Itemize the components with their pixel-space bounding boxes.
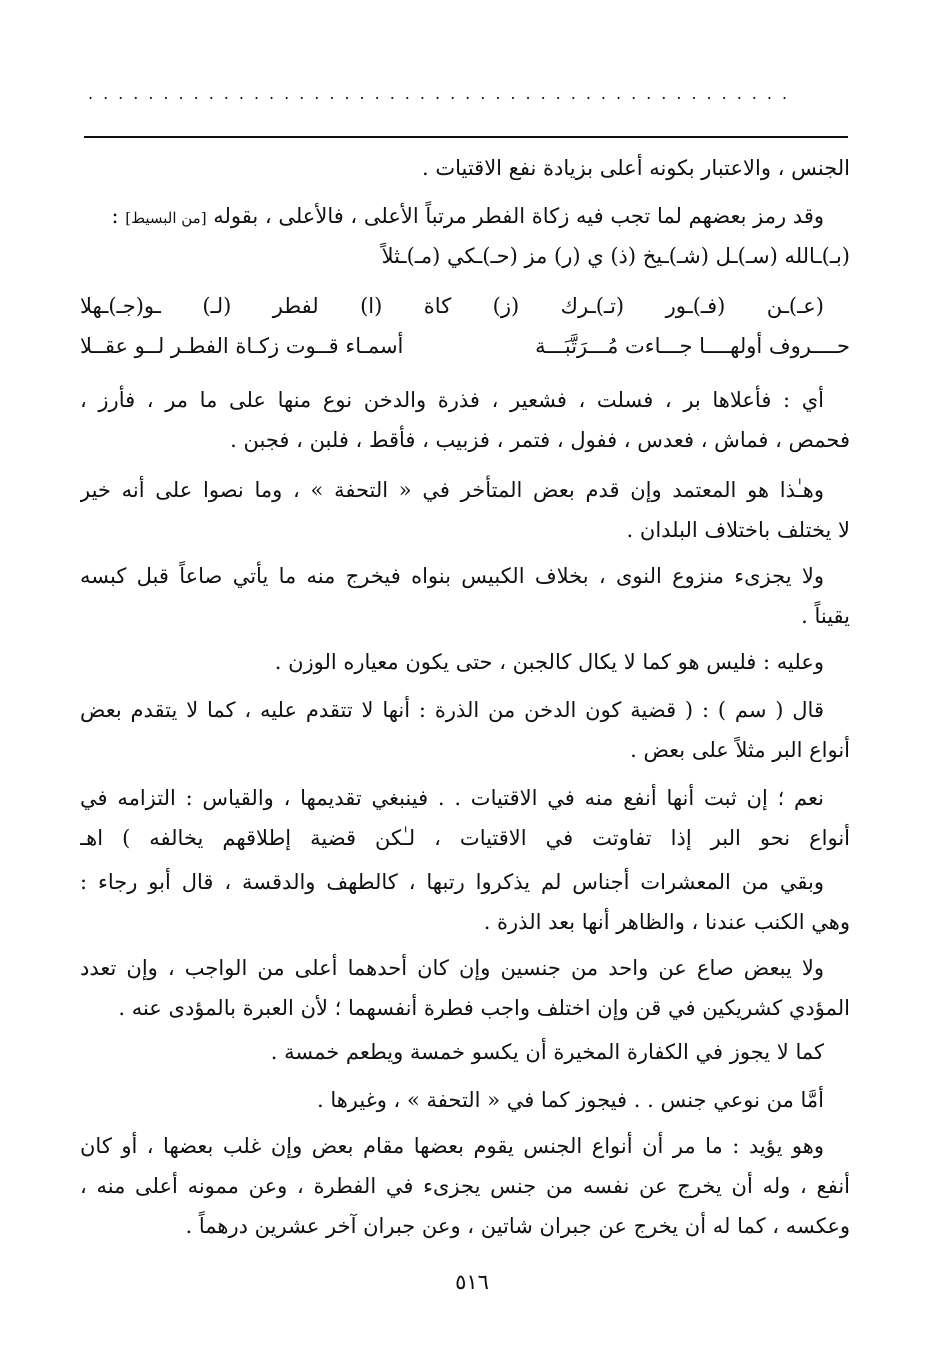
text-line: المؤدي كشريكين في قن وإن اختلف واجب فطرة أنفسهما ؛ لأن العبرة بالمؤدى عنه . <box>118 996 850 1020</box>
verse-hemistich: حــــروف أولهــــا جـــاءت مُـــرَتَّبَـــة <box>535 334 850 358</box>
text-line: فحمص ، فماش ، فعدس ، ففول ، فتمر ، فزبيب ، فأقط ، فلبن ، فجبن . <box>230 428 850 452</box>
text-line: لا يختلف باختلاف البلدان . <box>626 518 850 542</box>
header-dots: ............................................... <box>88 84 798 103</box>
verse-hemistich: أسمـاء قــوت زكـاة الفطـر لــو عقــلا <box>80 334 404 358</box>
text-line: أي : فأعلاها بر ، فسلت ، فشعير ، فذرة والدخن نوع منها على ما مر ، فأرز ، <box>80 388 824 412</box>
paragraph-6 <box>80 778 850 858</box>
text-block-2 <box>80 196 850 276</box>
paragraph-5 <box>80 690 850 770</box>
text-line: وبقي من المعشرات أجناس لم يذكروا رتبها ، كالطهف والدقسة ، قال أبو رجاء : <box>80 870 824 894</box>
verse-line: (عـ)ـن (فـ)ـور (تـ)ـرك (ز) كاة (ا) لفطر (لـ) ـو(جـ)ـهلا <box>80 294 824 318</box>
text-line: وعليه : فليس هو كما لا يكال كالجبن ، حتى يكون معياره الوزن . <box>274 650 824 674</box>
text-line: كما لا يجوز في الكفارة المخيرة أن يكسو خمسة ويطعم خمسة . <box>270 1040 824 1064</box>
text-line: ولا يجزىء منزوع النوى ، بخلاف الكبيس بنواه فيخرج منه ما يأتي صاعاً قبل كبسه <box>80 564 824 588</box>
paragraph-10 <box>80 1080 850 1120</box>
text-line: يقيناً . <box>801 604 850 628</box>
text-line: أنواع نحو البر إذا تفاوتت في الاقتيات ، لـٰكن قضية إطلاقهم يخالفه ) اهـ <box>80 826 850 850</box>
paragraph-3 <box>80 556 850 636</box>
paragraph-2 <box>80 470 850 550</box>
text-line: أمَّا من نوعي جنس . . فيجوز كما في « التحفة » ، وغيرها . <box>316 1088 824 1112</box>
verse-line-hemistichs <box>80 326 850 366</box>
header-rule <box>84 136 848 138</box>
text-line: أنواع البر مثلاً على بعض . <box>630 738 850 762</box>
text-line: وعكسه ، كما له أن يخرج عن جبران شاتين ، وعن جبران آخر عشرين درهماً . <box>185 1214 850 1238</box>
meter-label: [من البسيط] <box>125 209 207 227</box>
text-line: قال ( سم ) : ( قضية كون الدخن من الذرة : أنها لا تتقدم عليه ، كما لا يتقدم بعض <box>80 698 824 722</box>
verse-block <box>80 286 850 366</box>
colon: : <box>111 204 126 228</box>
text-line: أنفع ، وله أن يخرج عن نفسه من جنس يجزىء في الفطرة ، وعن ممونه أعلى منه ، <box>80 1174 850 1198</box>
text-line: وهـٰذا هو المعتمد وإن قدم بعض المتأخر في « التحفة » ، وما نصوا على أنه خير <box>80 478 824 502</box>
page-number: ٥١٦ <box>455 1270 489 1294</box>
paragraph-4 <box>80 642 850 682</box>
text-line <box>80 196 850 236</box>
verse-line: (بـ)ـالله (سـ)ـل (شـ)ـيخ (ذ) ي (ر) مز (حـ)ـكي (مـ)ـثلاً <box>381 244 850 268</box>
paragraph-1 <box>80 380 850 460</box>
paragraph-7 <box>80 862 850 942</box>
text-line: وهو يؤيد : ما مر أن أنواع الجنس يقوم بعضها مقام بعض وإن غلب بعضها ، أو كان <box>80 1134 824 1158</box>
paragraph-8 <box>80 948 850 1028</box>
text-line: وهي الكنب عندنا ، والظاهر أنها بعد الذرة . <box>483 910 850 934</box>
paragraph-11 <box>80 1126 850 1246</box>
text-block-1 <box>80 148 850 188</box>
intro-text: وقد رمز بعضهم لما تجب فيه زكاة الفطر مرتباً الأعلى ، فالأعلى ، بقوله <box>206 204 824 228</box>
text-line: نعم ؛ إن ثبت أنها أنفع منه في الاقتيات . . فينبغي تقديمها ، والقياس : التزامه في <box>80 786 824 810</box>
text-line: الجنس ، والاعتبار بكونه أعلى بزيادة نفع الاقتيات . <box>421 156 850 180</box>
text-line: ولا يبعض صاع عن واحد من جنسين وإن كان أحدهما أعلى من الواجب ، وإن تعدد <box>80 956 824 980</box>
paragraph-9 <box>80 1032 850 1072</box>
